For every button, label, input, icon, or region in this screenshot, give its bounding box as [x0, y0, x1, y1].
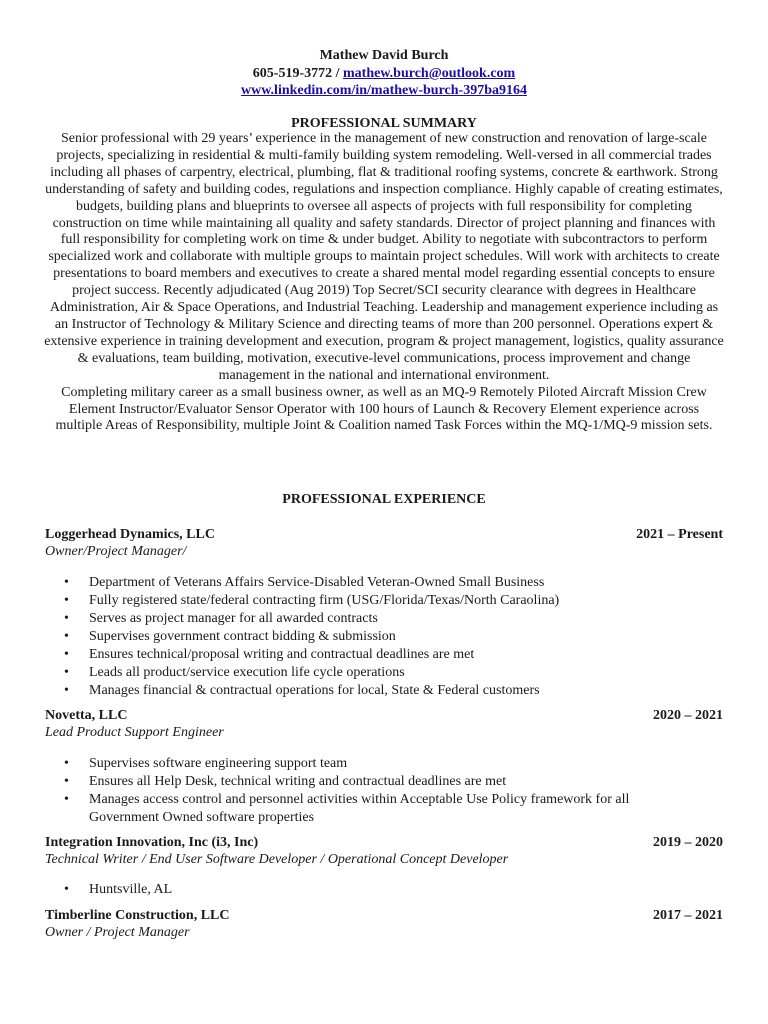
job-bullets [45, 755, 723, 827]
phone-number: 605-519-3772 / [252, 66, 343, 81]
bullet-item: • Huntsville, AL [45, 881, 723, 899]
bullet-item: • Department of Veterans Affairs Service-Disabled Veteran-Owned Small Business [45, 574, 723, 592]
job-header [45, 526, 723, 543]
bullet-item: • Supervises software engineering support team [45, 755, 723, 773]
job-bullets [45, 574, 723, 700]
company-name: Novetta, LLC [45, 708, 128, 723]
linkedin-link[interactable]: www.linkedin.com/in/mathew-burch-397ba9164 [241, 83, 527, 98]
job-entry-novetta [45, 707, 723, 827]
summary-text [44, 131, 724, 435]
summary-paragraph-2: Completing military career as a small business owner, as well as an MQ-9 Remotely Piloted Aircraft Mission Crew Element Instructor/Evaluator Sensor Operator with 100 hours of Launch & Recovery Element experience across multiple Areas of Responsibility, multiple Joint & Coalition named Task Forces within the MQ-1/MQ-9 mission sets. [55, 384, 713, 434]
job-bullets [45, 881, 723, 899]
bullet-item: • Supervises government contract bidding & submission [45, 628, 723, 646]
job-header [45, 707, 723, 724]
candidate-name: Mathew David Burch [319, 48, 449, 63]
bullet-item: • Ensures all Help Desk, technical writing and contractual deadlines are met [45, 773, 723, 791]
email-link[interactable]: mathew.burch@outlook.com [343, 66, 516, 81]
bullet-item: • Fully registered state/federal contracting firm (USG/Florida/Texas/North Caraolina) [45, 592, 723, 610]
bullet-item: • Leads all product/service execution life cycle operations [45, 664, 723, 682]
summary-heading: PROFESSIONAL SUMMARY [291, 116, 477, 131]
company-name: Timberline Construction, LLC [45, 908, 230, 923]
bullet-item: • Ensures technical/proposal writing and contractual deadlines are met [45, 646, 723, 664]
job-dates: 2020 – 2021 [653, 708, 723, 723]
summary-paragraph-1: Senior professional with 29 years’ experience in the management of new construction and renovation of large-scale projects, specializing in residential & multi-family building system remodeling. Well-versed in all commercial trades including all phases of carpentry, electrical, plumbing, flat & traditional roofing systems, concrete & earthwork. Strong understanding of safety and building codes, regulations and inspection compliance. Highly capable of creating estimates, budgets, building plans and blueprints to oversee all aspects of projects with full responsibility for completing construction on time while maintaining all quality and safety standards. Director of project planning and finances with full responsibility for completing work on time & under budget. Ability to negotiate with subcontractors to perform specialized work and collaborate with multiple groups to maintain project schedules. Will work with architects to create presentations to board members and executives to create a shared mental model regarding essential concepts to ensure project success. Recently adjudicated (Aug 2019) Top Secret/SCI security clearance with degrees in Healthcare Administration, Air & Space Operations, and Industrial Teaching. Leadership and management experience including as an Instructor of Technology & Military Science and directing teams of more than 200 personnel. Operations expert & extensive experience in training development and execution, program & project management, logistics, quality assurance & evaluations, team building, motivation, executive-level communications, process improvement and change management in the national and international environment. [44, 131, 724, 383]
linkedin-line [0, 82, 768, 100]
bullet-item: • Manages financial & contractual operations for local, State & Federal customers [45, 682, 723, 700]
experience-heading: PROFESSIONAL EXPERIENCE [282, 492, 486, 507]
job-role: Lead Product Support Engineer [45, 725, 224, 740]
job-dates: 2017 – 2021 [653, 908, 723, 923]
contact-line [0, 65, 768, 83]
job-role: Technical Writer / End User Software Developer / Operational Concept Developer [45, 852, 509, 867]
job-entry-timberline [45, 907, 723, 942]
job-role: Owner / Project Manager [45, 925, 190, 940]
job-entry-loggerhead [45, 526, 723, 700]
company-name: Loggerhead Dynamics, LLC [45, 527, 215, 542]
job-entry-i3 [45, 834, 723, 899]
job-header [45, 907, 723, 924]
job-dates: 2021 – Present [636, 527, 723, 542]
company-name: Integration Innovation, Inc (i3, Inc) [45, 835, 259, 850]
bullet-item: • Manages access control and personnel activities within Acceptable Use Policy framework for all Government Owned software properties [45, 791, 723, 827]
job-header [45, 834, 723, 851]
job-role: Owner/Project Manager/ [45, 544, 187, 559]
job-dates: 2019 – 2020 [653, 835, 723, 850]
bullet-item: • Serves as project manager for all awarded contracts [45, 610, 723, 628]
